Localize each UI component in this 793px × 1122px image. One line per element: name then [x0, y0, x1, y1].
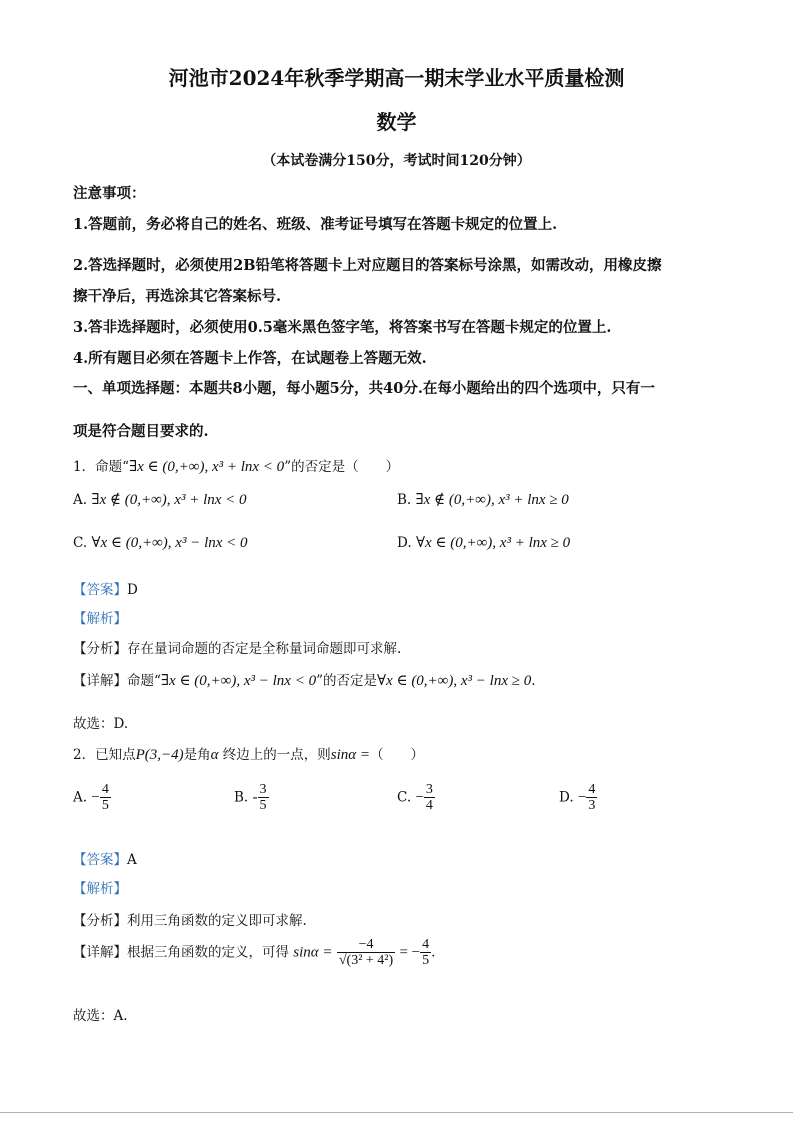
note-1: 1.答题前，务必将自己的姓名、班级、准考证号填写在答题卡规定的位置上.	[73, 216, 558, 233]
q1-analysis-label: 【解析】	[73, 611, 127, 627]
q1-prefix: 1．命题“	[73, 459, 129, 475]
q2-calc-lhs: sinα =	[293, 944, 333, 961]
q1-choose: 故选：D.	[73, 716, 129, 732]
q2-calc-result-fraction: $\frac{4}{5}$	[422, 937, 430, 969]
q1-option-a-math: ∃x ∉ (0,+∞), x³ + lnx < 0	[91, 492, 247, 508]
q2-answer-label: 【答案】	[73, 852, 127, 868]
note-4: 4.所有题目必须在答题卡上作答，在试题卷上答题无效.	[73, 350, 427, 367]
q2-fenxi: 【分析】利用三角函数的定义即可求解.	[73, 913, 307, 929]
q2-option-d-fraction: $\frac{4}{3}$	[588, 782, 596, 814]
q1-xiangjie-math-2: ∀x ∈ (0,+∞), x³ − lnx ≥ 0	[377, 673, 532, 689]
q1-fenxi: 【分析】存在量词命题的否定是全称量词命题即可求解.	[73, 641, 402, 657]
q1-option-b-math: ∃x ∉ (0,+∞), x³ + lnx ≥ 0	[415, 492, 569, 508]
q1-option-d: D. ∀x ∈ (0,+∞), x³ + lnx ≥ 0	[397, 535, 571, 551]
q1-stem-math: ∃x ∈ (0,+∞), x³ + lnx < 0	[129, 459, 285, 475]
q2-option-a-fraction: $\frac{4}{5}$	[101, 782, 109, 814]
notes-heading: 注意事项：	[73, 185, 146, 202]
page-bottom-divider	[0, 1112, 793, 1113]
exam-info: （本试卷满分150分，考试时间120分钟）	[262, 153, 531, 169]
q2-option-b-fraction: $\frac{3}{5}$	[259, 782, 267, 814]
q2-angle: α	[210, 747, 219, 763]
q1-xiangjie-math-1: ∃x ∈ (0,+∞), x³ − lnx < 0	[160, 673, 317, 689]
q2-calc-fraction: $\frac{-4}{\text{√(3² + 4²)}}$	[338, 937, 394, 969]
q2-xiangjie: 【详解】根据三角函数的定义，可得 sinα = $\frac{-4}{\text{√(3² + 4²)}}$ = − $\frac{4}{5}$ .	[73, 937, 436, 969]
q1-answer-value: D	[127, 582, 138, 598]
q2-answer	[73, 848, 137, 868]
q1-xiangjie: 【详解】命题“∃x ∈ (0,+∞), x³ − lnx < 0”的否定是∀x ∈ (0,+∞), x³ − lnx ≥ 0.	[73, 673, 536, 689]
subject-title: 数学	[376, 110, 417, 134]
q1-answer	[73, 578, 138, 598]
question-1-stem	[73, 455, 399, 476]
q2-option-c-fraction: $\frac{3}{4}$	[425, 782, 433, 814]
q2-sin: sinα =	[330, 747, 371, 763]
question-2-stem: 2．已知点P(3,−4)是角α 终边上的一点，则sinα =（ ）	[73, 747, 425, 763]
q2-answer-value: A	[127, 852, 137, 868]
note-3: 3.答非选择题时，必须使用0.5毫米黑色签字笔，将答案书写在答题卡规定的位置上.	[73, 319, 612, 336]
q1-option-c-math: ∀x ∈ (0,+∞), x³ − lnx < 0	[91, 535, 248, 551]
q1-option-a: A. ∃x ∉ (0,+∞), x³ + lnx < 0	[73, 492, 247, 508]
note-2: 2.答选择题时，必须使用2B铅笔将答题卡上对应题目的答案标号涂黑，如需改动，用橡皮擦	[73, 257, 662, 274]
q2-option-d: D. − $\frac{4}{3}$	[559, 782, 596, 814]
q2-point: P(3,−4)	[135, 747, 184, 763]
q1-option-c: C. ∀x ∈ (0,+∞), x³ − lnx < 0	[73, 535, 248, 551]
section-heading-cont: 项是符合题目要求的.	[73, 423, 209, 440]
q1-option-b: B. ∃x ∉ (0,+∞), x³ + lnx ≥ 0	[397, 492, 569, 508]
q2-choose: 故选：A.	[73, 1008, 128, 1024]
q2-option-c: C. − $\frac{3}{4}$	[397, 782, 433, 814]
q1-suffix: ”的否定是（ ）	[284, 459, 400, 475]
q2-analysis-label: 【解析】	[73, 881, 127, 897]
q1-answer-label: 【答案】	[73, 582, 127, 598]
note-2-cont: 擦干净后，再选涂其它答案标号.	[73, 288, 282, 305]
q2-option-b: B. - $\frac{3}{5}$	[234, 782, 267, 814]
q1-option-d-math: ∀x ∈ (0,+∞), x³ + lnx ≥ 0	[415, 535, 571, 551]
section-heading: 一、单项选择题：本题共8小题，每小题5分，共40分.在每小题给出的四个选项中，只有一	[73, 380, 655, 397]
q2-option-a: A. − $\frac{4}{5}$	[73, 782, 109, 814]
page-title: 河池市2024年秋季学期高一期末学业水平质量检测	[168, 66, 625, 90]
